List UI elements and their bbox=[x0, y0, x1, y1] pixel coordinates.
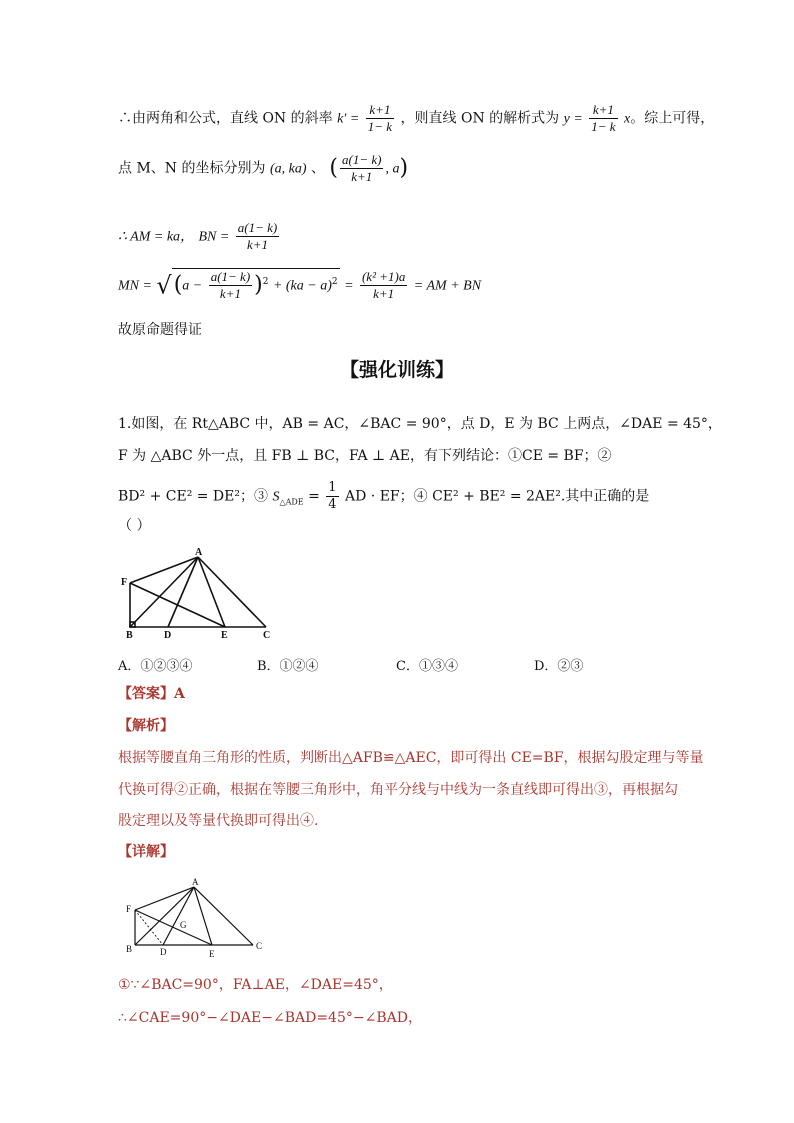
detail-label: 【详解】 bbox=[118, 844, 174, 860]
proof-line-3: ∴ AM = ka， BN = $\frac{a(1- k)}{k+1}$ bbox=[118, 220, 278, 252]
analysis-label: 【解析】 bbox=[118, 718, 174, 734]
line-fraction: $\frac{k+1}{1- k}$ bbox=[591, 102, 616, 134]
label-F: F bbox=[126, 904, 132, 914]
label-B: B bbox=[126, 944, 133, 954]
section-title: 【强化训练】 bbox=[339, 359, 454, 381]
proof-conclusion: 故原命题得证 bbox=[118, 322, 202, 338]
detail-line-2: ∴∠CAE=90°−∠DAE−∠BAD=45°−∠BAD， bbox=[118, 1010, 422, 1026]
option-a: A．①②③④ bbox=[118, 659, 193, 674]
analysis-line-2: 代换可得②正确，根据在等腰三角形中，角平分线与中线为一条直线即可得出③，再根据勾 bbox=[118, 782, 678, 798]
answer-paren: （ ） bbox=[118, 518, 151, 534]
bn-fraction: $\frac{a(1- k)}{k+1}$ bbox=[237, 220, 278, 252]
question-line-3: BD² + CE² = DE²；③ $S_{\triangle ADE}$ = $\frac{1}{4}$ AD · EF；④ CE² + BE² = 2AE².其中正确的是 bbox=[118, 480, 650, 512]
proof-line-2: 点 M、N 的坐标分别为 (a, ka) 、 ( $\frac{a(1- k)}{k+1}$ , a) bbox=[118, 152, 409, 184]
proof-line-4: MN = √(a − $\frac{a(1- k)}{k+1}$ )$^2$ + (ka − a)$^2$ = $\frac{\text{(k² +1)a}}{k+1}$ = AM + BN bbox=[118, 269, 482, 301]
label-A: A bbox=[192, 877, 199, 887]
label-A: A bbox=[195, 547, 203, 558]
analysis-line-3: 股定理以及等量代换即可得出④. bbox=[118, 813, 319, 829]
label-G: G bbox=[180, 920, 187, 930]
label-E: E bbox=[221, 630, 228, 641]
label-D: D bbox=[164, 630, 172, 641]
slope-fraction: $\frac{k+1}{1- k}$ bbox=[367, 102, 393, 134]
label-F: F bbox=[121, 577, 128, 588]
label-B: B bbox=[126, 630, 133, 641]
sqrt-expression: (a − $\frac{a(1- k)}{k+1}$ )$^2$ + (ka − a)$^2$ bbox=[173, 269, 338, 301]
detail-line-1: ①∵∠BAC=90°，FA⊥AE，∠DAE=45°， bbox=[118, 977, 393, 993]
label-C: C bbox=[263, 630, 271, 641]
option-c: C．①③④ bbox=[396, 659, 458, 674]
question-line-1: 1.如图，在 Rt△ABC 中，AB = AC，∠BAC = 90°，点 D，E 为 BC 上两点，∠DAE = 45°， bbox=[118, 416, 722, 432]
triangle-figure-2 bbox=[118, 873, 268, 965]
analysis-line-1: 根据等腰直角三角形的性质，判断出△AFB≌△AEC，即可得出 CE=BF，根据勾股定理与等量 bbox=[118, 750, 704, 766]
label-E: E bbox=[209, 949, 215, 959]
mn-result-fraction: $\frac{\text{(k² +1)a}}{k+1}$ bbox=[361, 269, 406, 301]
answer-label: 【答案】A bbox=[118, 686, 185, 702]
label-D: D bbox=[160, 947, 167, 957]
n-coordinate-fraction: $\frac{a(1- k)}{k+1}$ bbox=[342, 152, 382, 184]
label-C: C bbox=[256, 941, 263, 951]
proof-line-1: ∴由两角和公式，直线 ON 的斜率 k′ = $\frac{k+1}{1- k}$ ，则直线 ON 的解析式为 y = $\frac{k+1}{1- k}$ x。综上可得， bbox=[118, 102, 715, 134]
question-line-2: F 为 △ABC 外一点，且 FB ⊥ BC，FA ⊥ AE，有下列结论：①CE = BF；② bbox=[118, 448, 612, 464]
option-d: D．②③ bbox=[534, 659, 584, 674]
triangle-figure-1 bbox=[118, 545, 278, 643]
option-b: B．①②④ bbox=[257, 659, 319, 674]
